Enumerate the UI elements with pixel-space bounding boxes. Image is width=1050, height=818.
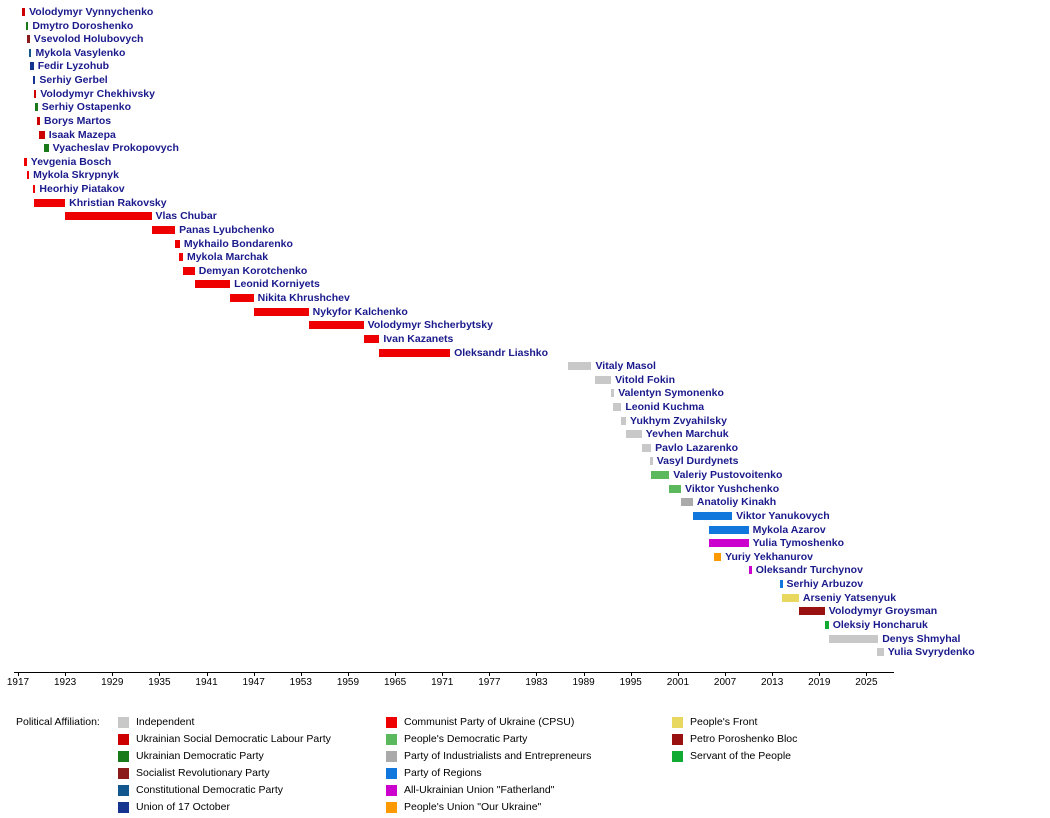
axis-line bbox=[14, 672, 894, 673]
axis-tick-label: 1995 bbox=[619, 677, 642, 688]
legend-swatch bbox=[386, 751, 397, 762]
timeline-bar[interactable] bbox=[22, 8, 25, 16]
timeline-row bbox=[0, 292, 1050, 305]
timeline-bar[interactable] bbox=[626, 430, 642, 438]
timeline-bar-label: Mykola Marchak bbox=[186, 251, 269, 264]
timeline-bar-label: Fedir Lyzohub bbox=[37, 60, 110, 73]
timeline-row bbox=[0, 60, 1050, 73]
timeline-bar[interactable] bbox=[24, 158, 27, 166]
timeline-bar-label: Oleksandr Liashko bbox=[454, 346, 549, 359]
legend-swatch bbox=[118, 751, 129, 762]
timeline-bar-label: Volodymyr Vynnychenko bbox=[29, 6, 154, 18]
legend-label: People's Front bbox=[690, 716, 758, 728]
timeline-bar[interactable] bbox=[183, 267, 195, 275]
timeline-row bbox=[0, 142, 1050, 155]
timeline-bar[interactable] bbox=[709, 526, 749, 534]
timeline-bar[interactable] bbox=[780, 580, 783, 588]
legend-label: People's Union "Our Ukraine" bbox=[404, 801, 542, 813]
timeline-bar[interactable] bbox=[179, 253, 183, 261]
legend bbox=[0, 706, 1050, 818]
timeline-bar[interactable] bbox=[34, 90, 37, 98]
timeline-bar-label: Demyan Korotchenko bbox=[198, 264, 308, 277]
timeline-bar-label: Serhiy Arbuzov bbox=[786, 578, 864, 591]
timeline-bar[interactable] bbox=[39, 131, 44, 139]
axis-tick-label: 1953 bbox=[289, 677, 312, 688]
timeline-bar[interactable] bbox=[621, 417, 626, 425]
axis-tick-label: 2013 bbox=[761, 677, 784, 688]
timeline-bar-label: Pavlo Lazarenko bbox=[655, 441, 739, 454]
timeline-bar[interactable] bbox=[825, 621, 829, 629]
timeline-row bbox=[0, 88, 1050, 101]
legend-label: Petro Poroshenko Bloc bbox=[690, 733, 798, 745]
timeline-bar[interactable] bbox=[669, 485, 681, 493]
timeline-row bbox=[0, 592, 1050, 605]
timeline-bar-label: Oleksiy Honcharuk bbox=[832, 618, 928, 631]
timeline-bar-label: Yukhym Zvyahilsky bbox=[630, 414, 727, 427]
legend-swatch bbox=[386, 785, 397, 796]
axis-tick bbox=[254, 672, 255, 676]
timeline-row bbox=[0, 197, 1050, 210]
timeline-row bbox=[0, 347, 1050, 360]
axis-tick bbox=[18, 672, 19, 676]
legend-swatch bbox=[118, 734, 129, 745]
timeline-bar-label: Ivan Kazanets bbox=[383, 332, 454, 345]
timeline-bar-label: Vyacheslav Prokopovych bbox=[52, 142, 179, 155]
axis-tick-label: 2007 bbox=[713, 677, 737, 688]
timeline-row bbox=[0, 646, 1050, 659]
legend-swatch bbox=[672, 734, 683, 745]
timeline-bar[interactable] bbox=[799, 607, 825, 615]
axis-tick-label: 2025 bbox=[855, 677, 878, 688]
timeline-row bbox=[0, 469, 1050, 482]
axis-tick bbox=[65, 672, 66, 676]
legend-label: Communist Party of Ukraine (CPSU) bbox=[404, 716, 575, 728]
axis-tick-label: 1983 bbox=[525, 677, 548, 688]
axis-tick bbox=[348, 672, 349, 676]
timeline-bar[interactable] bbox=[230, 294, 254, 302]
axis-tick-label: 1923 bbox=[54, 677, 77, 688]
timeline-row bbox=[0, 428, 1050, 441]
legend-swatch bbox=[386, 717, 397, 728]
timeline-bar-label: Khristian Rakovsky bbox=[69, 196, 167, 209]
timeline-bar-label: Volodymyr Shcherbytsky bbox=[367, 319, 493, 332]
timeline-row bbox=[0, 238, 1050, 251]
legend-swatch bbox=[118, 717, 129, 728]
timeline-row bbox=[0, 33, 1050, 46]
timeline-row bbox=[0, 319, 1050, 332]
axis-tick bbox=[112, 672, 113, 676]
timeline-row bbox=[0, 115, 1050, 128]
legend-swatch bbox=[118, 768, 129, 779]
timeline-bar[interactable] bbox=[642, 444, 651, 452]
legend-label: Party of Regions bbox=[404, 767, 482, 779]
axis-tick bbox=[207, 672, 208, 676]
legend-swatch bbox=[386, 802, 397, 813]
legend-swatch bbox=[386, 734, 397, 745]
timeline-bar-label: Yulia Svyrydenko bbox=[887, 646, 975, 659]
axis-tick bbox=[772, 672, 773, 676]
timeline-bar[interactable] bbox=[782, 594, 799, 602]
timeline-bar-label: Valentyn Symonenko bbox=[618, 387, 724, 400]
timeline-bar-label: Arseniy Yatsenyuk bbox=[802, 591, 897, 604]
x-axis bbox=[0, 672, 1050, 700]
axis-tick-label: 2019 bbox=[808, 677, 831, 688]
timeline-row bbox=[0, 374, 1050, 387]
timeline-bar[interactable] bbox=[44, 144, 49, 152]
timeline-bar[interactable] bbox=[175, 240, 180, 248]
timeline-bar[interactable] bbox=[37, 117, 40, 125]
timeline-row bbox=[0, 510, 1050, 523]
timeline-row bbox=[0, 169, 1050, 182]
timeline-row bbox=[0, 20, 1050, 33]
timeline-bar[interactable] bbox=[595, 376, 611, 384]
timeline-bar[interactable] bbox=[877, 648, 884, 656]
axis-tick bbox=[866, 672, 867, 676]
timeline-bar[interactable] bbox=[829, 635, 878, 643]
timeline-bar-label: Yevgenia Bosch bbox=[30, 155, 112, 168]
axis-tick-label: 1965 bbox=[383, 677, 407, 688]
timeline-bar-label: Mykola Skrypnyk bbox=[33, 169, 119, 182]
axis-tick bbox=[584, 672, 585, 676]
axis-tick bbox=[395, 672, 396, 676]
axis-tick-label: 1977 bbox=[478, 677, 501, 688]
timeline-bar-label: Viktor Yanukovych bbox=[736, 509, 830, 522]
axis-tick bbox=[725, 672, 726, 676]
timeline-row bbox=[0, 483, 1050, 496]
timeline-bar[interactable] bbox=[613, 403, 622, 411]
timeline-row bbox=[0, 387, 1050, 400]
timeline-row bbox=[0, 551, 1050, 564]
timeline-bar-label: Yuriy Yekhanurov bbox=[725, 550, 814, 563]
timeline-bar-label: Vitold Fokin bbox=[615, 373, 675, 386]
timeline-row bbox=[0, 496, 1050, 509]
timeline-row bbox=[0, 578, 1050, 591]
timeline-bar-label: Isaak Mazepa bbox=[48, 128, 116, 141]
timeline-bar[interactable] bbox=[195, 280, 230, 288]
axis-tick-label: 1971 bbox=[431, 677, 454, 688]
axis-tick-label: 1929 bbox=[101, 677, 124, 688]
axis-tick-label: 1947 bbox=[242, 677, 265, 688]
timeline-row bbox=[0, 360, 1050, 373]
timeline-bar-label: Volodymyr Chekhivsky bbox=[40, 87, 155, 100]
timeline-bar-label: Vasyl Durdynets bbox=[656, 455, 739, 468]
timeline-row bbox=[0, 564, 1050, 577]
timeline-row bbox=[0, 156, 1050, 169]
timeline-bar-label: Volodymyr Groysman bbox=[828, 605, 938, 618]
timeline-bar-label: Borys Martos bbox=[43, 114, 112, 127]
timeline-bar-label: Mykola Vasylenko bbox=[35, 46, 126, 59]
timeline-row bbox=[0, 537, 1050, 550]
legend-label: Independent bbox=[136, 716, 195, 728]
timeline-row bbox=[0, 210, 1050, 223]
axis-tick-label: 1959 bbox=[336, 677, 360, 688]
timeline-bar-label: Leonid Korniyets bbox=[234, 278, 320, 291]
timeline-bar[interactable] bbox=[651, 471, 669, 479]
timeline-bar[interactable] bbox=[693, 512, 732, 520]
timeline-bar[interactable] bbox=[749, 566, 752, 574]
timeline-row bbox=[0, 524, 1050, 537]
axis-tick-label: 1935 bbox=[148, 677, 171, 688]
timeline-bar-label: Viktor Yushchenko bbox=[685, 482, 780, 495]
timeline-bar[interactable] bbox=[29, 49, 32, 57]
timeline-bar-label: Vlas Chubar bbox=[155, 210, 217, 223]
timeline-bar[interactable] bbox=[30, 62, 34, 70]
timeline-bar-label: Nikita Khrushchev bbox=[257, 292, 350, 305]
timeline-row bbox=[0, 101, 1050, 114]
timeline-bar-label: Vsevolod Holubovych bbox=[33, 33, 144, 46]
timeline-row bbox=[0, 306, 1050, 319]
axis-tick bbox=[489, 672, 490, 676]
timeline-bar-label: Anatoliy Kinakh bbox=[696, 496, 777, 509]
timeline-bar-label: Yulia Tymoshenko bbox=[752, 537, 845, 550]
legend-label: Socialist Revolutionary Party bbox=[136, 767, 270, 779]
timeline-row bbox=[0, 633, 1050, 646]
legend-swatch bbox=[118, 785, 129, 796]
timeline-bar[interactable] bbox=[568, 362, 592, 370]
legend-swatch bbox=[672, 751, 683, 762]
legend-title: Political Affiliation: bbox=[16, 716, 100, 728]
timeline-row bbox=[0, 455, 1050, 468]
legend-swatch bbox=[672, 717, 683, 728]
timeline-row bbox=[0, 442, 1050, 455]
timeline-bar-label: Dmytro Doroshenko bbox=[32, 19, 134, 32]
timeline-bar[interactable] bbox=[709, 539, 748, 547]
legend-label: Constitutional Democratic Party bbox=[136, 784, 284, 796]
legend-label: Union of 17 October bbox=[136, 801, 230, 813]
axis-tick bbox=[536, 672, 537, 676]
timeline-row bbox=[0, 183, 1050, 196]
timeline-row bbox=[0, 47, 1050, 60]
legend-swatch bbox=[118, 802, 129, 813]
axis-tick bbox=[159, 672, 160, 676]
timeline-bar[interactable] bbox=[33, 76, 36, 84]
timeline-bar[interactable] bbox=[26, 22, 29, 30]
timeline-bar-label: Serhiy Gerbel bbox=[39, 74, 108, 87]
axis-tick-label: 2001 bbox=[666, 677, 690, 688]
timeline-bar[interactable] bbox=[34, 199, 65, 207]
axis-tick bbox=[301, 672, 302, 676]
axis-tick bbox=[819, 672, 820, 676]
timeline-bar[interactable] bbox=[254, 308, 309, 316]
timeline-row bbox=[0, 74, 1050, 87]
timeline-bar-label: Mykola Azarov bbox=[752, 523, 826, 536]
timeline-bar-label: Heorhiy Piatakov bbox=[39, 183, 125, 196]
timeline-row bbox=[0, 278, 1050, 291]
timeline-row bbox=[0, 619, 1050, 632]
timeline-bar-label: Yevhen Marchuk bbox=[645, 428, 729, 441]
timeline-bar-label: Mykhailo Bondarenko bbox=[183, 237, 293, 250]
legend-label: Servant of the People bbox=[690, 750, 791, 762]
timeline-bar-label: Panas Lyubchenko bbox=[179, 223, 275, 236]
timeline-bar[interactable] bbox=[681, 498, 693, 506]
timeline-row bbox=[0, 129, 1050, 142]
timeline-bar-label: Oleksandr Turchynov bbox=[755, 564, 863, 577]
timeline-bar[interactable] bbox=[309, 321, 364, 329]
timeline-row bbox=[0, 605, 1050, 618]
legend-label: Party of Industrialists and Entrepreneurs bbox=[404, 750, 592, 762]
axis-tick bbox=[631, 672, 632, 676]
timeline-bar-label: Nykyfor Kalchenko bbox=[312, 305, 408, 318]
axis-tick bbox=[678, 672, 679, 676]
legend-label: People's Democratic Party bbox=[404, 733, 528, 745]
legend-swatch bbox=[386, 768, 397, 779]
timeline-row bbox=[0, 265, 1050, 278]
axis-tick bbox=[442, 672, 443, 676]
timeline-bar[interactable] bbox=[152, 226, 176, 234]
legend-label: Ukrainian Social Democratic Labour Party bbox=[136, 733, 331, 745]
axis-tick-label: 1941 bbox=[195, 677, 218, 688]
timeline-bar[interactable] bbox=[379, 349, 450, 357]
timeline-bar-label: Vitaly Masol bbox=[595, 360, 656, 373]
timeline-row bbox=[0, 333, 1050, 346]
legend-label: Ukrainian Democratic Party bbox=[136, 750, 264, 762]
timeline-row bbox=[0, 415, 1050, 428]
timeline-bar[interactable] bbox=[27, 35, 30, 43]
timeline-bar[interactable] bbox=[364, 335, 380, 343]
timeline-bar[interactable] bbox=[611, 389, 614, 397]
timeline-bar[interactable] bbox=[33, 185, 36, 193]
legend-label: All-Ukrainian Union "Fatherland" bbox=[404, 784, 555, 796]
timeline-bar[interactable] bbox=[714, 553, 721, 561]
timeline-bar[interactable] bbox=[35, 103, 38, 111]
timeline-bar-label: Serhiy Ostapenko bbox=[41, 101, 132, 114]
timeline-bar-label: Valeriy Pustovoitenko bbox=[673, 469, 783, 482]
timeline-row bbox=[0, 6, 1050, 19]
timeline-row bbox=[0, 224, 1050, 237]
timeline-row bbox=[0, 401, 1050, 414]
timeline-bar[interactable] bbox=[650, 457, 653, 465]
timeline-row bbox=[0, 251, 1050, 264]
axis-tick-label: 1917 bbox=[6, 677, 30, 688]
timeline-bar-label: Denys Shmyhal bbox=[882, 632, 961, 645]
timeline-bar[interactable] bbox=[65, 212, 151, 220]
timeline-bar[interactable] bbox=[27, 171, 30, 179]
axis-tick-label: 1989 bbox=[572, 677, 595, 688]
timeline-bar-label: Leonid Kuchma bbox=[625, 400, 705, 413]
